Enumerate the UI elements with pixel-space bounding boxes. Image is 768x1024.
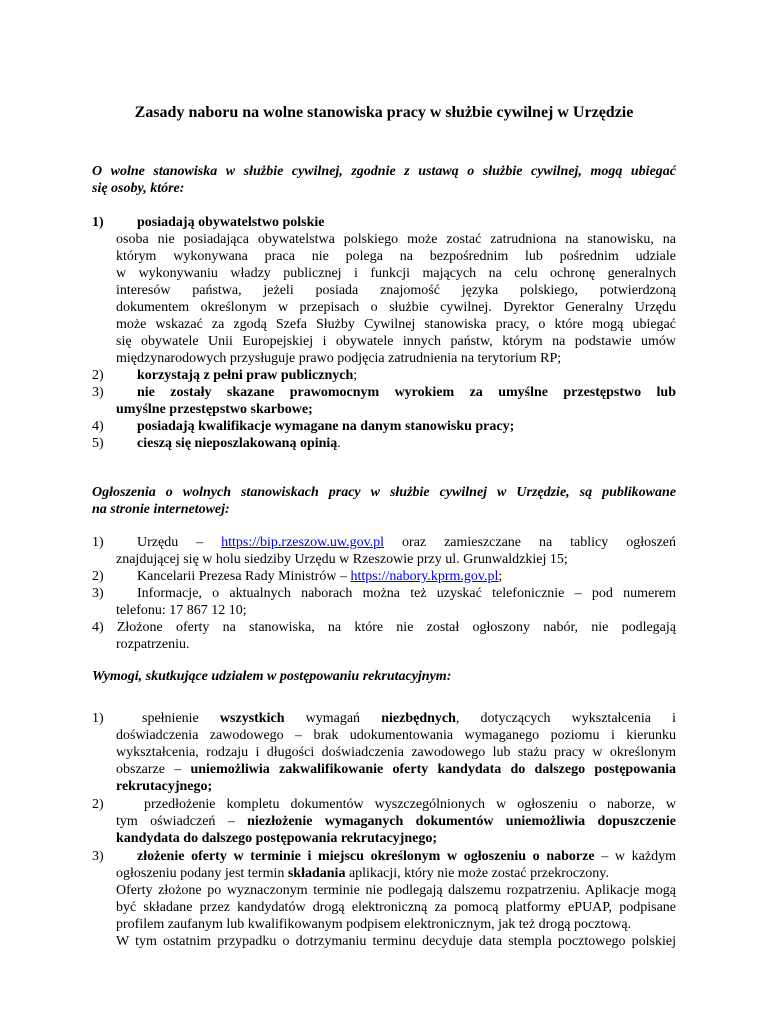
recruitment-req-1: spełnienie wszystkich wymagań niezbędnych, dotyczących wykształcenia i <box>142 711 676 726</box>
paragraph-line: Oferty złożone po wyznaczonym terminie nie podlegają dalszemu rozpatrzeniu. Aplikacje mogą <box>116 883 676 898</box>
list-number: 1) <box>92 711 104 726</box>
requirement-no-conviction-cont: umyślne przestępstwo skarbowe; <box>116 402 313 417</box>
publication-kprm: Kancelarii Prezesa Rady Ministrów – https://nabory.kprm.gov.pl; <box>137 569 503 584</box>
paragraph-line: W tym ostatnim przypadku o dotrzymaniu terminu decyduje data stempla pocztowego polskiej <box>116 934 676 949</box>
paragraph-line: dokumentem określonym w przepisach o służbie cywilnej. Dyrektor Generalny Urzędu <box>116 300 676 315</box>
paragraph-line: wykształcenia, rodzaju i długości doświadczenia zawodowego lub stażu pracy w określonym <box>116 745 676 760</box>
bip-link[interactable]: https://bip.rzeszow.uw.gov.pl <box>221 535 385 550</box>
requirement-citizenship: posiadają obywatelstwo polskie <box>137 215 325 230</box>
recruitment-req-2: przedłożenie kompletu dokumentów wyszczególnionych w ogłoszeniu o naborze, w <box>144 797 676 812</box>
recruitment-req-3: złożenie oferty w terminie i miejscu określonym w ogłoszeniu o naborze – w każdym <box>137 849 676 864</box>
list-number: 4) <box>92 419 104 434</box>
paragraph-line: którym wykonywana praca nie polega na bezpośrednim lub pośrednim udziale <box>116 249 676 264</box>
paragraph-line: doświadczenia zawodowego – brak udokumentowania wymaganego poziomu i kierunku <box>116 728 676 743</box>
phone-info-cont: telefonu: 17 867 12 10; <box>116 603 247 618</box>
requirement-qualifications: posiadają kwalifikacje wymagane na danym stanowisku pracy; <box>137 419 515 434</box>
section1-heading: O wolne stanowiska w służbie cywilnej, zgodnie z ustawą o służbie cywilnej, mogą ubiegać <box>92 164 676 179</box>
list-number: 3) <box>92 586 104 601</box>
list-number: 1) <box>92 535 104 550</box>
section2-heading-cont: na stronie internetowej: <box>92 502 230 517</box>
list-number: 2) <box>92 569 104 584</box>
paragraph-line: profilem zaufanym lub kwalifikowanym podpisem elektronicznym, jak też drogą pocztową. <box>116 917 632 932</box>
section2-heading: Ogłoszenia o wolnych stanowiskach pracy w służbie cywilnej w Urzędzie, są publikowane <box>92 485 676 500</box>
list-number: 3) <box>92 849 104 864</box>
requirement-public-rights: korzystają z pełni praw publicznych; <box>137 368 358 383</box>
requirement-no-conviction: nie zostały skazane prawomocnym wyrokiem za umyślne przestępstwo lub <box>137 385 676 400</box>
section1-heading-cont: się osoby, które: <box>92 181 185 196</box>
unsolicited-offers: 4) Złożone oferty na stanowiska, na które nie został ogłoszony nabór, nie podlegają <box>92 620 676 635</box>
unsolicited-offers-cont: rozpatrzeniu. <box>116 637 190 652</box>
paragraph-line: ogłoszeniu podany jest termin składania aplikacji, który nie może zostać przekroczony. <box>116 866 609 881</box>
paragraph-line: interesów państwa, jeżeli posiada znajomość języka polskiego, potwierdzoną <box>116 283 676 298</box>
list-number: 2) <box>92 797 104 812</box>
paragraph-line: osoba nie posiadająca obywatelstwa polskiego może zostać zatrudniona na stanowisku, na <box>116 232 676 247</box>
list-number: 2) <box>92 368 104 383</box>
paragraph-line: międzynarodowych przysługuje prawo podjęcia zatrudnienia na terytorium RP; <box>116 351 562 366</box>
paragraph-line: być składane przez kandydatów drogą elektroniczną za pomocą platformy ePUAP, podpisane <box>116 900 676 915</box>
paragraph-line: rekrutacyjnego; <box>116 779 213 794</box>
list-number: 3) <box>92 385 104 400</box>
paragraph-line: znajdującej się w holu siedziby Urzędu w Rzeszowie przy ul. Grunwaldzkiej 15; <box>116 552 568 567</box>
paragraph-line: się obywatele Unii Europejskiej i obywatele innych państw, którym na podstawie umów <box>116 334 676 349</box>
requirement-reputation: cieszą się nieposzlakowaną opinią. <box>137 436 341 451</box>
paragraph-line: może wskazać za zgodą Szefa Służby Cywilnej stanowiska pracy, o które mogą ubiegać <box>116 317 676 332</box>
publication-office: Urzędu – https://bip.rzeszow.uw.gov.pl oraz zamieszczane na tablicy ogłoszeń <box>137 535 676 550</box>
phone-info: Informacje, o aktualnych naborach można też uzyskać telefonicznie – pod numerem <box>137 586 676 601</box>
paragraph-line: tym oświadczeń – niezłożenie wymaganych dokumentów uniemożliwia dopuszczenie <box>116 814 677 829</box>
list-number: 5) <box>92 436 104 451</box>
paragraph-line: obszarze – uniemożliwia zakwalifikowanie oferty kandydata do dalszego postępowania <box>116 762 677 777</box>
list-number: 1) <box>92 215 104 230</box>
page-title: Zasady naboru na wolne stanowiska pracy w służbie cywilnej w Urzędzie <box>134 104 634 121</box>
kprm-link[interactable]: https://nabory.kprm.gov.pl <box>350 569 499 584</box>
section3-heading: Wymogi, skutkujące udziałem w postępowaniu rekrutacyjnym: <box>92 669 452 684</box>
paragraph-line: w wykonywaniu władzy publicznej i funkcji mających na celu ochronę generalnych <box>116 266 676 281</box>
paragraph-line: kandydata do dalszego postępowania rekrutacyjnego; <box>116 831 437 846</box>
